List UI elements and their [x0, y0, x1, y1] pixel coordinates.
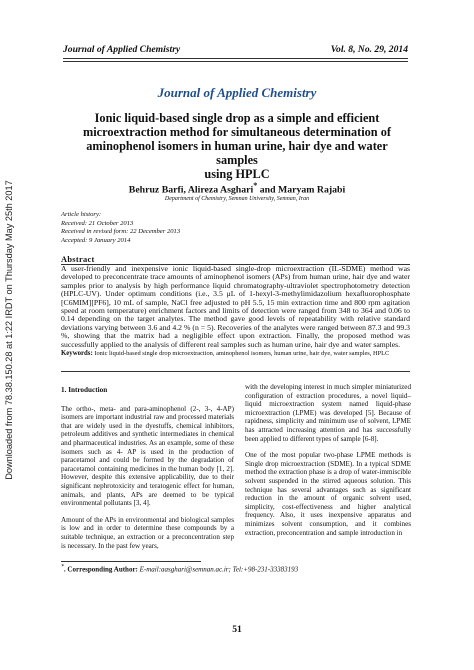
history-heading: Article history:	[61, 211, 102, 218]
body-paragraph: with the developing interest in much simpler miniaturized configuration of extraction procedures, a novel liquid–liquid microextraction system named liquid-phase microextraction (LPME) was developed [5]. Because of rapidness, simplicity and minimum use of solvent, LPME has attracted increasing attention and has successfully been applied to different types of sample [6-8].	[245, 383, 411, 443]
footnote-rule	[61, 561, 201, 562]
title-line: microextraction method for simultaneous determination of	[83, 125, 391, 139]
affiliation: Department of Chemistry, Semnan University, Semnan, Iran	[164, 196, 310, 202]
body-column-left	[61, 386, 234, 558]
page-number: 51	[232, 624, 242, 635]
body-paragraph: One of the most popular two-phase LPME methods is Single drop microextraction (SDME). In a typical SDME method the extraction phase is a drop of water-immiscible solvent suspended in the stirred aqueous solution. This technique has several advantages such as significant reduction in the amount of organic solvent used, simplicity, cost-effectiveness and higher analytical frequency. Also, it uses inexpensive apparatus and minimizes solvent consumption, and it combines extraction, preconcentration and sample introduction in	[245, 451, 411, 537]
body-paragraph: The ortho-, meta- and para-aminophenol (2-, 3-, 4-AP) isomers are important industrial raw and processed materials that are widely used in the dyestuffs, chemical inhibitors, petroleum additives and synthetic intermediates in chemical and pharmaceutical industries. As an example, some of these isomers such as 4- AP is used in the production of paracetamol and could be formed by the degradation of paracetamol containing medicines in the human body [1, 2]. However, despite this extensive applicability, due to their significant nephrotoxicity and teratogenic effect for human, animals, and plants, APs are deemed to be typical environmental pollutants [3, 4].	[61, 404, 234, 508]
history-revised: Received in revised form: 22 December 2013	[61, 228, 181, 236]
running-head	[63, 44, 408, 55]
download-stamp-text: Downloaded from 78.38.150.28 at 1:22 IRDT on Thursday May 25th 2017	[4, 180, 14, 480]
history-accepted: Accepted: 9 January 2014	[61, 236, 131, 244]
header-rule-thin	[63, 61, 408, 62]
footnote-mark: *	[61, 564, 64, 570]
article-history	[61, 211, 180, 245]
authors-primary: Behruz Barfi, Alireza Asghari	[128, 184, 254, 196]
running-head-journal: Journal of Applied Chemistry	[63, 44, 181, 55]
corresponding-mark: *	[253, 181, 258, 190]
body-paragraph: Amount of the APs in environmental and biological samples is low and in order to determine these compounds by a suitable technique, an extraction or a preconcentration step is necessary. In the past few years,	[61, 515, 234, 550]
keywords	[61, 350, 410, 358]
history-received: Received: 21 October 2013	[61, 219, 134, 227]
authors-tail: and Maryam Rajabi	[257, 184, 346, 196]
footnote-label: . Corresponding Author:	[63, 565, 138, 574]
keywords-rule	[61, 371, 410, 372]
keywords-text: Ionic liquid-based single drop microextraction, aminophenol isomers, human urine, hair dye, water samples, HPLC	[94, 350, 390, 357]
author-list	[0, 181, 474, 195]
keywords-label: Keywords:	[61, 350, 93, 357]
corresponding-author-footnote	[61, 564, 298, 573]
journal-name: Journal of Applied Chemistry	[157, 85, 317, 100]
title-line: aminophenol isomers in human urine, hair dye and water samples	[86, 139, 388, 167]
abstract-heading: Abstract	[61, 255, 95, 264]
footnote-contact: E-mail:aasghari@semnan.ac.ir; Tel:+98-231-33383193	[137, 565, 299, 574]
abstract-text: A user-friendly and inexpensive ionic liquid-based single-drop microextraction (IL-SDME) method was developed to preconcentrate trace amounts of aminophenol isomers (APs) from human urine, hair dye and water samples prior to analysis by high performance liquid chromatography-ultraviolet spectrophotometry detection (HPLC-UV). Under optimum conditions (i.e., 3.5 μL of 1-hexyl-3-methylimidazolium hexafluorophosphate [C6MIM][PF6], 10 mL of sample, NaCl free adjusted to pH 5.5, 15 min extraction time and 800 rpm agitation speed at room temperature) enrichment factors and limits of detection were ranged from 348 to 364 and 0.06 to 0.14 depending on the target analytes. The method gave good levels of repeatability with relative standard deviations varying between 3.6 and 4.2 % (n = 5). Recoveries of the analytes were ranged between 87.3 and 99.3 %, showing that the matrix had a negligible effect upon extraction. Finally, the proposed method was successfully applied to the analysis of different real samples such as human urine, hair dye and water samples.	[61, 264, 410, 349]
article-title	[70, 111, 404, 181]
body-column-right	[245, 383, 411, 545]
section-heading-introduction: 1. Introduction	[61, 386, 108, 394]
running-head-volume: Vol. 8, No. 29, 2014	[330, 44, 408, 55]
header-rule	[63, 58, 408, 59]
title-line: using HPLC	[204, 167, 270, 181]
title-line: Ionic liquid-based single drop as a simple and efficient	[94, 111, 380, 125]
